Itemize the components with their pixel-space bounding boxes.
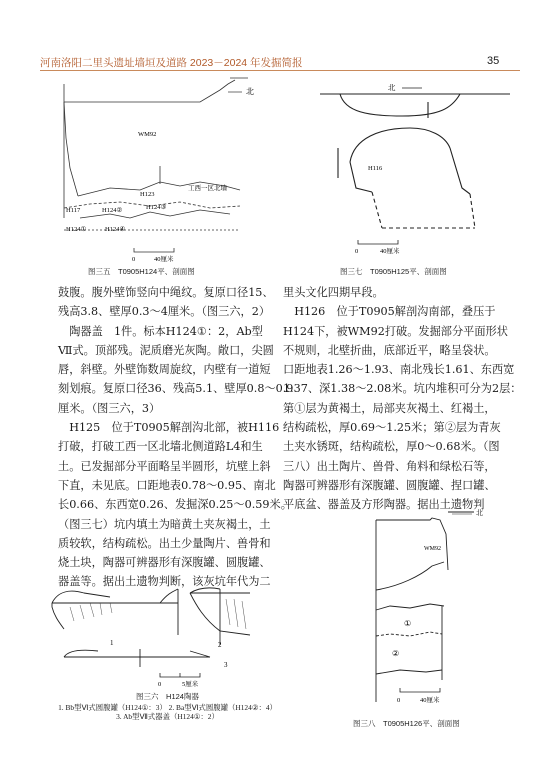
fig36-scale-zero: 0 bbox=[158, 681, 162, 688]
fig38-label-layer-1: ① bbox=[404, 619, 412, 628]
fig35-caption: 图三五 T0905H124平、剖面图 bbox=[88, 267, 195, 276]
header-rule bbox=[40, 70, 520, 71]
left-line: 陶器盖 1件。标本H124①：2，Ab型 bbox=[58, 324, 263, 338]
right-line: 不规则，北壁折曲，底部近平，略呈袋状。 bbox=[283, 343, 496, 357]
right-line: 里头文化四期早段。 bbox=[283, 286, 384, 299]
fig37-caption: 图三七 T0905H125平、剖面图 bbox=[340, 267, 447, 276]
right-line: 土夹水锈斑，结构疏松，厚0～0.68米。（图 bbox=[283, 440, 500, 454]
fig35-label-h124-2: H124② bbox=[102, 207, 123, 214]
left-line: 下直，未见底。口距地表0.78～0.95、南北 bbox=[58, 478, 276, 492]
right-line: 1.37、深1.38～2.08米。坑内堆积可分为2层： bbox=[283, 382, 522, 396]
fig37-label-h116: H116 bbox=[368, 165, 383, 172]
left-line: 质较软，结构疏松。出土少量陶片、兽骨和 bbox=[58, 536, 271, 550]
right-line: 平底盆、器盖及方形陶器。据出土遗物判 bbox=[283, 498, 485, 512]
fig38-scale-zero: 0 bbox=[397, 697, 401, 704]
right-line: 结构疏松，厚0.69～1.25米；第②层为青灰 bbox=[283, 421, 501, 435]
fig35-north-label: 北 bbox=[246, 87, 254, 96]
left-line: Ⅶ式。顶部残。泥质磨光灰陶。敞口，尖圆 bbox=[58, 343, 274, 357]
right-line: H126 位于T0905解剖沟南部，叠压于 bbox=[283, 305, 496, 319]
left-line: 器盖等。据出土遗物判断，该灰坑年代为二 bbox=[58, 575, 271, 589]
fig35-label-wm92: WM92 bbox=[138, 131, 157, 138]
fig36-title: 图三六 H124陶器 bbox=[136, 692, 199, 701]
left-column bbox=[58, 283, 293, 592]
fig37-north-label: 北 bbox=[388, 83, 396, 92]
right-line: 口距地表1.26～1.93、南北残长1.61、东西宽 bbox=[283, 363, 515, 377]
running-title: 河南洛阳二里头遗址墙垣及道路 2023－2024 年发掘简报 bbox=[40, 57, 303, 69]
fig38-label-wm92: WM92 bbox=[424, 546, 441, 552]
fig38-scale-label: 40厘米 bbox=[420, 697, 440, 704]
left-line: 厘米。（图三六，3） bbox=[58, 401, 161, 415]
left-line: 打破，打破工西一区北墙北侧道路L4和生 bbox=[58, 440, 263, 454]
fig36-caption-line: 1. Bb型Ⅵ式圆腹罐（H124①：3） 2. Ba型Ⅵ式圆腹罐（H124②：4） bbox=[58, 702, 277, 712]
right-line: H124下，被WM92打破。发掘部分平面形状 bbox=[283, 324, 508, 338]
left-line: 刻划痕。复原口径36、残高5.1、壁厚0.8～0.9 bbox=[58, 382, 294, 396]
left-line: （图三七）坑内填土为暗黄土夹灰褐土，土 bbox=[58, 517, 271, 531]
fig37-scale-zero: 0 bbox=[355, 248, 359, 255]
left-line: 鼓腹。腹外壁饰竖向中绳纹。复原口径15、 bbox=[58, 286, 274, 299]
left-line: 烧土块，陶器可辨器形有深腹罐、圆腹罐、 bbox=[58, 556, 271, 570]
figure-38-drawing bbox=[370, 510, 510, 710]
right-column bbox=[283, 283, 521, 515]
fig36-caption-line: 3. Ab型Ⅶ式器盖（H124①：2） bbox=[116, 712, 219, 722]
fig35-scale-zero: 0 bbox=[132, 256, 136, 263]
left-line: 唇，斜壁。外壁饰数周旋纹，内壁有一道短 bbox=[58, 363, 271, 377]
left-line: 残高3.8、壁厚0.3～4厘米。（图三六，2） bbox=[58, 305, 271, 319]
fig35-label-north-wall: 工西一区北墙 bbox=[188, 185, 227, 192]
fig38-north-label: 北 bbox=[476, 509, 483, 517]
figure-36-drawing bbox=[50, 585, 270, 690]
page-number: 35 bbox=[487, 55, 500, 67]
figure-37-drawing bbox=[310, 78, 520, 263]
left-line: H125 位于T0905解剖沟北部，被H116 bbox=[58, 421, 280, 435]
fig36-number-3: 3 bbox=[224, 661, 228, 669]
fig38-caption: 图三八 T0905H126平、剖面图 bbox=[353, 719, 460, 728]
fig36-number-1: 1 bbox=[110, 639, 114, 647]
right-line: 三八）出土陶片、兽骨、角料和绿松石等， bbox=[283, 459, 496, 473]
fig35-label-h117: H117 bbox=[66, 207, 81, 214]
fig36-scale-label: 5厘米 bbox=[182, 681, 199, 688]
fig35-label-h124-3: H124③ bbox=[146, 204, 167, 211]
fig37-scale-label: 40厘米 bbox=[380, 248, 400, 255]
left-line: 土。已发掘部分平面略呈半圆形，坑壁上斜 bbox=[58, 459, 271, 473]
right-line: 陶器可辨器形有深腹罐、圆腹罐、捏口罐、 bbox=[283, 478, 496, 492]
figure-35-drawing bbox=[50, 78, 280, 263]
fig36-number-2: 2 bbox=[218, 641, 222, 649]
fig35-label-h124-4: H124④ bbox=[105, 226, 126, 233]
fig35-label-h124-1: H124① bbox=[66, 226, 87, 233]
left-line: 长0.66、东西宽0.26、发掘深0.25～0.59米。 bbox=[58, 498, 292, 512]
fig38-label-layer-2: ② bbox=[392, 649, 400, 658]
right-line: 第①层为黄褐土，局部夹灰褐土、红褐土， bbox=[283, 401, 496, 415]
fig35-scale-label: 40厘米 bbox=[154, 256, 174, 263]
fig35-label-h123: H123 bbox=[140, 191, 155, 198]
fig36-caption bbox=[50, 692, 285, 722]
